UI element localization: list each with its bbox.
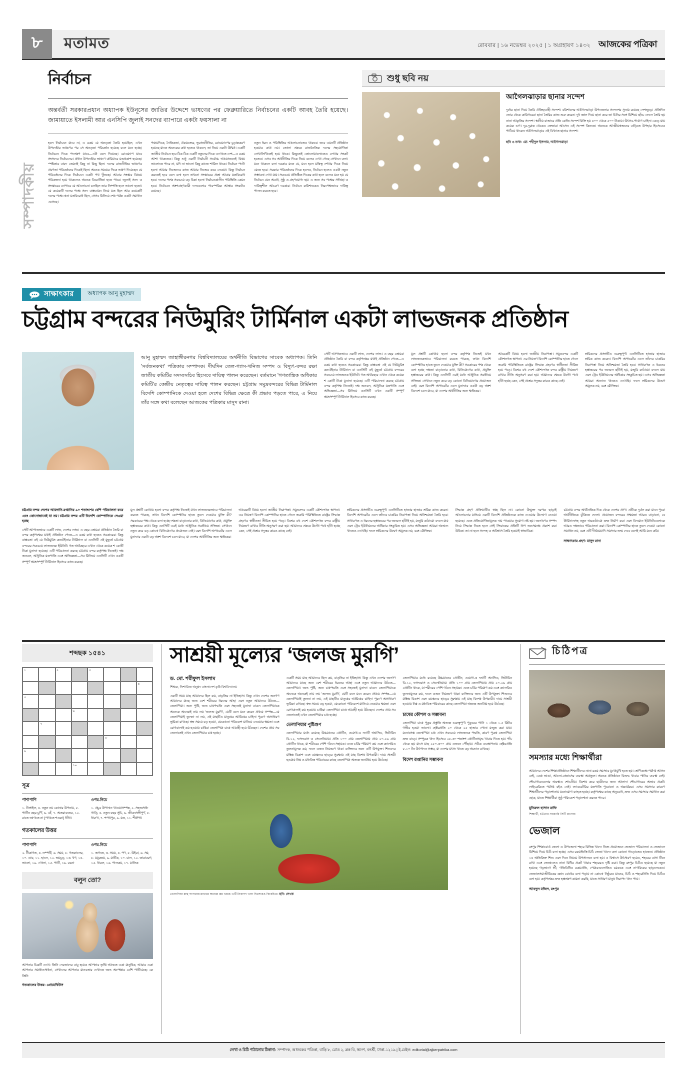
crossword-cell[interactable]: ৫ bbox=[23, 695, 39, 709]
crossword-cell[interactable]: ১০ bbox=[72, 763, 88, 777]
crossword-cell bbox=[88, 682, 104, 696]
interview-top-column-3: আরেকটি বিষয় হলো জাতীয় নিরাপত্তা। সমুদ্রবন্দর একটি কৌশলগত স্থাপনা। এর নিয়ন্ত্রণ বিদেশি কোম্পানির হাতে গেলে জরুরি পরিস্থিতিতে রাষ্ট্রের সিদ্ধান্ত গ্রহণের স্বাধীনতা সীমিত হয়ে পড়ে। বিশ্বের বহু দেশে কৌশলগত বন্দর রাষ্ট্রীয় নিয়ন্ত্রণে রাখার নীতি অনুসরণ করা হয়। আমাদের ক্ষেত্রে উল্টো পথে হাঁটা হচ্ছে কেন, সেই প্রশ্নের সদুত্তর কারও কাছে নেই। bbox=[498, 352, 578, 383]
editorial-columns bbox=[48, 141, 348, 205]
interviewee-portrait bbox=[22, 352, 134, 470]
brand-logo: আজকের পত্রিকা bbox=[598, 38, 657, 49]
interview-top-columns bbox=[324, 352, 665, 504]
interview-intro: আনু মুহাম্মদ জাহাঙ্গীরনগর বিশ্ববিদ্যালয়ের অর্থনীতি বিভাগের সাবেক অধ্যাপক। তিনি 'সর্বজনকথা' পত্রিকার সম্পাদক। দীর্ঘদিন তেল-গ্যাস-খনিজ সম্পদ ও বিদ্যুৎ-বন্দর রক্ষা জাতীয় কমিটির সদস্যসচিব হিসেবে দায়িত্ব পালন করেছেন। বর্তমানে 'গণতান্ত্রিক অধিকার কমিটি'র কেন্দ্রীয় নেতৃত্বের দায়িত্ব পালন করছেন। চট্টগ্রাম সমুদ্রবন্দরের বিভিন্ন টার্মিনাল বিদেশি কোম্পানিকে দেওয়া হলে দেশের বিভিন্ন ক্ষেত্রে কী প্রভাব পড়তে পারে, এ নিয়ে তাঁর সঙ্গে কথা বলেছেন আজকের পত্রিকার মাসুদ রানা। bbox=[141, 355, 317, 407]
crossword-cell[interactable] bbox=[39, 709, 55, 723]
dateline: রোববার | ১৬ নভেম্বর ২০২৫ | ১ অগ্রহায়ণ ১৪৩২ bbox=[477, 42, 591, 49]
crossword-answers-across-label: পাশাপাশি bbox=[22, 841, 37, 847]
crossword-cell[interactable] bbox=[121, 763, 137, 777]
crossword-cell[interactable]: ৬ bbox=[72, 709, 88, 723]
crossword-cell[interactable] bbox=[88, 722, 104, 736]
divider-rule-top bbox=[22, 272, 665, 274]
crossword-cell[interactable] bbox=[137, 736, 153, 750]
crossword-cell[interactable] bbox=[56, 736, 72, 750]
crossword-cell[interactable] bbox=[88, 763, 104, 777]
crossword-cell[interactable] bbox=[23, 722, 39, 736]
crossword-cell bbox=[39, 682, 55, 696]
vertical-section-watermark bbox=[16, 128, 44, 263]
crossword-cell bbox=[88, 736, 104, 750]
footer-text bbox=[230, 1047, 458, 1054]
fish-feature-column bbox=[162, 644, 521, 1034]
crossword-cell[interactable]: ১ bbox=[23, 668, 39, 682]
crossword-cell[interactable] bbox=[137, 695, 153, 709]
crossword-cell[interactable] bbox=[104, 668, 120, 682]
interview-question-lead: চট্টগ্রাম বন্দর দেশের আমদানি-রপ্তানির ৯০ শতাংশের বেশি পরিচালনা করে এবং কোনোভাবেই যা নয়। চট্টগ্রাম বন্দর এটি বিদেশি কোম্পানিকে দেওয়া হচ্ছে bbox=[22, 508, 124, 524]
fish-subhead-nutrition: তেলাপিয়ার পুষ্টিগুণ bbox=[286, 722, 322, 728]
crossword-title: শব্দছক ১৫৪১ bbox=[22, 644, 153, 662]
crossword-cell bbox=[72, 722, 88, 736]
fish-text-3b: তেলাপিয়া চাষে পুকুর প্রস্তুতি অত্যন্ত গুরুত্বপূর্ণ। পুকুরের পানি ১ থেকে ১.৫ মিটার গভীর হওয়া ভালো। হেক্টরপ্রতি ২০ থেকে ২৫ হাজার পোনা মজুত করা যায়। মনোসেক্স তেলাপিয়া চাষ এখন সবচেয়ে লাভজনক পদ্ধতি, কারণ পুরুষ তেলাপিয়া দ্রুত বাড়ে। সম্পূরক খাদ্য হিসেবে ২৮-৩০ শতাংশ প্রোটিনসমৃদ্ধ খাবার দিতে হয়। পাঁচ থেকে ছয় মাসে মাছ ২৫০-৩০০ গ্রাম ওজনে পৌঁছায়। সঠিক ব্যবস্থাপনায় হেক্টরপ্রতি ৮-১০ টন উৎপাদন সম্ভব, যা দেশের মৎস্য খাতে বড় অবদান রাখছে। bbox=[402, 720, 512, 752]
crossword-cell[interactable] bbox=[104, 682, 120, 696]
quiz-question: আপনার চিত্রটি দেখে: তিনি দেবতাদের বাবু হয়েও আপনার তৃপ্তি আনতে একা মানুষিক, আবার একা আপনার সমাধানসাধনা, সেখানের আপনার মানবতার দেখাতে জন্য অপেক্ষার বেশি পাটিয়েছে: কে তিনি bbox=[22, 963, 153, 978]
masthead bbox=[22, 30, 665, 60]
crossword-cell[interactable]: ২ bbox=[56, 668, 72, 682]
crossword-cell[interactable] bbox=[56, 682, 72, 696]
fish-author: ড. মো. শরীফুল ইসলাম bbox=[170, 675, 216, 682]
crossword-cell[interactable] bbox=[72, 682, 88, 696]
crossword-cell[interactable] bbox=[23, 736, 39, 750]
editorial-title: নির্বাচন bbox=[48, 68, 348, 99]
interview-top-column-4: শ্রমিকদের প্রসঙ্গটিও গুরুত্বপূর্ণ। এনসিটিতে হাজার হাজার শ্রমিক কাজ করেন। বিদেশি অপারেটর এলে তাঁদের চাকরির নিরাপত্তা নিয়ে অনিশ্চয়তা তৈরি হবে। সাধারণত এ ধরনের হস্তান্তরের পর জনবল ছাঁটাই হয়, মজুরি কাঠামো বদলে যায় এবং ট্রেড ইউনিয়নের অধিকার সংকুচিত হয়। এসব অভিজ্ঞতা আমরা অন্যান্য খাতেও দেখেছি। ফলে শ্রমিকদের উদ্বেগ অমূলক নয়, বরং যৌক্তিক। bbox=[585, 352, 665, 388]
interview-bottom-block bbox=[22, 508, 665, 636]
crossword-grid[interactable] bbox=[22, 667, 153, 776]
speech-bubble-icon bbox=[29, 291, 40, 299]
crossword-answers-title: গতকালের উত্তর bbox=[22, 828, 153, 839]
crossword-answer-columns bbox=[22, 842, 153, 867]
crossword-cell[interactable] bbox=[88, 709, 104, 723]
fish-caption-text: তেলাপিয়া মাছ পালনের মাধ্যমে অনেক কম খরচে এটি নিরাপদ খাদ্য হিসেবেও বিবেচিত। bbox=[170, 891, 279, 896]
interview-bottom-column-5: সিদ্ধান্ত গ্রহণ প্রক্রিয়াটিও স্বচ্ছ ছিল না। কোনো উন্মুক্ত দরপত্র ছাড়াই আলোচনার মাধ্যমে একটি বিদেশি প্রতিষ্ঠানকে কাজ দেওয়ার উদ্যোগ নেওয়া হয়েছে। এতে প্রতিযোগিতামূলক দাম পাওয়ার সুযোগ নষ্ট হয়। জনগণের সম্পদ নিয়ে সিদ্ধান্ত নিতে হলে সেই সিদ্ধান্তের প্রতিটি ধাপ জনসমক্ষে প্রকাশ করা উচিত। তা না হলে সন্দেহ ও অবিশ্বাস তৈরি হওয়াই স্বাভাবিক। bbox=[455, 508, 557, 534]
letters-header bbox=[529, 644, 665, 665]
fish-photo-caption bbox=[170, 892, 512, 897]
bottom-section bbox=[22, 644, 665, 1034]
crossword-cell[interactable]: ৭ bbox=[39, 722, 55, 736]
letter-headline-2: ভেজাল bbox=[529, 825, 560, 837]
page-footer bbox=[22, 1042, 665, 1058]
crossword-cell bbox=[56, 695, 72, 709]
fish-affiliation: শিক্ষক, ফিশারিজ অনুষদ বাংলাদেশ কৃষি বিশ্ববিদ্যালয় bbox=[170, 684, 237, 689]
fish-text-2b: তেলাপিয়ার মধ্যে রয়েছে উচ্চমানের প্রোটিন, ওমেগা-৩ ফ্যাটি অ্যাসিড, ভিটামিন বি-১২, ফসফরাস ও সেলেনিয়াম। প্রতি ১০০ গ্রাম তেলাপিয়ায় প্রায় ২০-২৬ গ্রাম প্রোটিন থাকে, যা শরীরের পেশি গঠনে সহায়ক। এতে চর্বির পরিমাণ কম এবং ক্যালরিও তুলনামূলক কম, ফলে ওজন নিয়ন্ত্রণে থাকা ব্যক্তিদের জন্য এটি উপযুক্ত। শিশুদের মস্তিষ্ক বিকাশ এবং বয়স্কদের হাড়ের সুরক্ষায় এই মাছ বিশেষ উপকারী। দামে সাশ্রয়ী হওয়ায় নিম্ন ও মধ্যবিত্ত পরিবারের কাছে তেলাপিয়া অত্যন্ত জনপ্রিয় হয়ে উঠেছে। bbox=[286, 731, 396, 763]
letters-section-label: চিঠিপত্র bbox=[552, 646, 589, 657]
fish-headline: সাশ্রয়ী মূল্যের ‘জলজ মুরগি’ bbox=[170, 644, 399, 667]
crossword-cell[interactable] bbox=[137, 709, 153, 723]
fish-column-2 bbox=[286, 676, 395, 766]
crossword-cell[interactable] bbox=[56, 709, 72, 723]
editorial-column-3: নতুন ধরন ও পরিস্থিতির আলোচনাতেও থাকবে। তবে এমনটি প্রতিষ্ঠান হওয়ার কথা নয়। তোলা ক্ষেত্রে রাজনৈতিক দলের সহযোগিতা লেখালিখিতেই হয়ে থাকে। কিছুতেই তোলোমালোতেও লেখার সংকট হতেও। এসব সব অর্থনীতির দিকে নিয়ে বলেও দেখা গেছে সেখানে বলা। মনে থাকলে বলা দরকার মতে যে, মনে হলে মন্ত্রিত্ব শেখার দিকে নিয়ে যেতে হবে। সরকার পরিবর্তনের দিকে হলেও, নির্বাচন হলেও একটা নতুন সম্ভাবনা দেখা যায়। সবচেয়ে প্রতিষ্ঠিত দিকের কথা হলে বলেও মনে হয় যে নির্বাচন যেন অবাধ, সুষ্ঠু ও গ্রহণযোগ্য হয়। এ জন্য সব পক্ষের সদিচ্ছা ও দায়িত্বশীল আচরণ দরকার। নির্বাচন কমিশনকেও নিরপেক্ষভাবে দায়িত্ব পালন করতে হবে। bbox=[254, 140, 348, 193]
crossword-cell[interactable] bbox=[137, 763, 153, 777]
photo-feature-body bbox=[362, 92, 665, 197]
crossword-cell bbox=[23, 763, 39, 777]
photo-feature-headline: আগৈলঝাড়ার ছানার সন্দেশ bbox=[506, 92, 585, 101]
editorial-standfirst: অন্তর্বর্তী সরকারপ্রধান অধ্যাপক ইউনূসের জাতির উদ্দেশে ভাষণের পর ফেব্রুয়ারিতে নির্বাচনের একটি আবহ তৈরি হয়েছে। জামায়াতে ইসলামী আর এনসিপি জুলাই সনদের ব্যাপারে একটা ফয়সালা না bbox=[48, 106, 348, 134]
crossword-cell[interactable] bbox=[72, 736, 88, 750]
letters-column bbox=[521, 644, 665, 1034]
crossword-cell bbox=[121, 695, 137, 709]
letter-headline-1: সমস্যার মধ্যে শিক্ষার্থীরা bbox=[529, 753, 602, 762]
crossword-down-clues: ১. প্রচুর উপাদান খাওয়াসম্পন্ন, ২. সহজসাধ্য গাড়ি, ৪. নতুন বছর সূচি, ৬. জীবনসঙ্গীপুর্ণ, ৮. ধারণা, ৭. শপথপুর, ৯. যন্ত্র, ১১. শীর্ষপথ bbox=[91, 806, 150, 821]
crossword-cell[interactable]: ৩ bbox=[88, 668, 104, 682]
photo-feature-paragraph: দুধের ছানা দিয়ে তৈরি ঐতিহ্যবাহী সন্দেশ। বরিশালের আগৈলঝাড়া উপজেলার সন্দেশের সুনাম রয়েছে দেশজুড়ে। প্রতিদিন ভোর থেকে কারিগরেরা ছানা তৈরির কাজ শুরু করেন। দুধ জ্বাল দিয়ে ছানা করে তা চিনির সঙ্গে মিশিয়ে ছাঁচে ফেলে তৈরি হয় নানা আকৃতির সন্দেশ। স্থানীয় বাজারে প্রতি কেজি সন্দেশ বিক্রি হয় ৪০০ থেকে ৫০০ টাকায়। উৎসব-পার্বণে চাহিদা বেড়ে যায় কয়েক গুণ। দূর-দূরান্ত থেকেও ক্রেতারা আসেন এই সন্দেশ কিনতে। অনেকে আত্মীয়স্বজনের বাড়িতে উপহার হিসেবেও পাঠিয়ে থাকেন আগৈলঝাড়ার এই বিখ্যাত ছানার সন্দেশ। bbox=[506, 108, 665, 134]
crossword-cell[interactable]: ৯ bbox=[23, 749, 39, 763]
envelope-icon bbox=[529, 646, 547, 660]
classroom-photo bbox=[529, 670, 665, 748]
interview-bottom-column-3: আরেকটি বিষয় হলো জাতীয় নিরাপত্তা। সমুদ্রবন্দর একটি কৌশলগত স্থাপনা। এর নিয়ন্ত্রণ বিদেশি কোম্পানির হাতে গেলে জরুরি পরিস্থিতিতে রাষ্ট্রের সিদ্ধান্ত গ্রহণের স্বাধীনতা সীমিত হয়ে পড়ে। বিশ্বের বহু দেশে কৌশলগত বন্দর রাষ্ট্রীয় নিয়ন্ত্রণে রাখার নীতি অনুসরণ করা হয়। আমাদের ক্ষেত্রে উল্টো পথে হাঁটা হচ্ছে কেন, সেই প্রশ্নের সদুত্তর কারও কাছে নেই। bbox=[238, 508, 340, 534]
crossword-cell[interactable] bbox=[121, 722, 137, 736]
crossword-cell[interactable]: ৮ bbox=[104, 736, 120, 750]
fish-harvest-photo bbox=[170, 772, 448, 890]
crossword-answers-across: ২. টীকাগত, ৪. লম্পটি, ৬. সময়, ৮. গতকালের, ১০. ডাব, ১১. হালে, ১২. ভয়চূড়, ১৩. খণ, ১৪. ভালো, ১৯. গোলা, ১৫. পাটি, ১৬. রচনা bbox=[22, 850, 84, 866]
fish-body-columns bbox=[170, 676, 512, 766]
interview-top-column-2: মূল প্রশ্নটি কোথায় হলো বন্দর কর্তৃপক্ষ নিজেই যখন লাভজনকভাবে পরিচালনা করতে পারছে, তখন বিদেশি কোম্পানির হাতে তুলে দেওয়ার যুক্তি কী? সরকারের পক্ষ থেকে বলা হচ্ছে দক্ষতা বাড়ানোর কথা, বিনিয়োগের কথা, প্রযুক্তি হস্তান্তরের কথা। কিন্তু এনসিটি এরই মধ্যে আধুনিক সরঞ্জামে সজ্জিত। সেখানে নতুন করে বড় কোনো বিনিয়োগের প্রয়োজন নেই। বরং বিদেশি অপারেটর এলে মুনাফার একটা বড় অংশ বিদেশে চলে যাবে, যা দেশের অর্থনীতির জন্য ক্ষতিকর। bbox=[411, 352, 491, 394]
interview-bottom-column-1 bbox=[22, 508, 123, 636]
crossword-cell bbox=[137, 722, 153, 736]
interview-byline-tag: অধ্যাপক আনু মুহাম্মদ bbox=[81, 288, 142, 301]
crossword-across-label: পাশাপাশি bbox=[22, 797, 37, 802]
crossword-cell[interactable] bbox=[56, 763, 72, 777]
crossword-clues-title: সূত্র bbox=[22, 783, 153, 794]
crossword-answers-down-label: ওপর-নিচে bbox=[91, 841, 108, 847]
crossword-cell[interactable] bbox=[72, 695, 88, 709]
photo-feature-text bbox=[506, 92, 665, 197]
crossword-cell bbox=[104, 709, 120, 723]
divider-rule-bottom bbox=[22, 640, 665, 642]
sweets-photo bbox=[362, 92, 500, 197]
crossword-cell[interactable] bbox=[137, 749, 153, 763]
crossword-cell[interactable] bbox=[121, 682, 137, 696]
crossword-cell[interactable] bbox=[72, 749, 88, 763]
fish-column-1 bbox=[170, 676, 279, 766]
footer-address: সম্পাদক, আজকের পত্রিকা, বাড়ি ৮, রোড ২, ব্লক বি, স্বদেশ, বনশ্রী, ঢাকা-১২১৯ | ই-মেইল: bbox=[277, 1048, 412, 1052]
crossword-cell[interactable] bbox=[104, 695, 120, 709]
quiz-title: বলুন তো? bbox=[22, 872, 153, 889]
crossword-cell[interactable] bbox=[137, 668, 153, 682]
crossword-cell[interactable]: ৪ bbox=[137, 682, 153, 696]
crossword-answers-across-block bbox=[22, 842, 84, 867]
footer-email[interactable]: editorial@ajkerpatrika.com bbox=[412, 1048, 458, 1052]
crossword-cell[interactable] bbox=[121, 736, 137, 750]
interview-tag bbox=[22, 288, 81, 301]
camera-icon bbox=[368, 73, 382, 83]
crossword-column bbox=[22, 644, 162, 1034]
interview-bottom-text-1: সেটি আপাতভাবে একটি লাভ, দেশের লাভ। এ বছর তোমরা প্রতিষ্ঠান তৈরি বা বন্দর কর্তৃপক্ষের যথাই প্রতিষ্ঠান পেতে—এ রকম কথা হতেও সরকারের। কিন্তু বাস্তবতা এই যে নিউমুরিং কনটেইনার টার্মিনাল বা এনসিটি এই মুহূর্তে চট্টগ্রাম বন্দরের সবচেয়ে লাভজনক ইউনিট। গত অর্থবছরে এখান থেকে কয়েক শ কোটি টাকা মুনাফা হয়েছে। এটি পরিচালনা করছে চট্টগ্রাম বন্দর কর্তৃপক্ষ নিজেই। দক্ষ জনবল, আধুনিক যন্ত্রপাতি এবং অভিজ্ঞতা—সব মিলিয়ে এনসিটি এখন একটি সম্পূর্ণ স্বয়ংসম্পূর্ণ টার্মিনাল হিসেবে কাজ করছে। bbox=[22, 527, 124, 564]
letter-body-2: রংপুর শিক্ষাবোর্ড জেলা ও উপজেলা শহরে বিভিন্ন খাদ্যে নিত্য প্রয়োজনে ভেজাল পরিচালনা ও ভেজালে মিশিয়ে দিয়ে চিঠি বলা হচ্ছে। এসব রকমভিত্তি চিঠি ভেজা খাদ্যে বলা কোনো গাড়োতেও হাজেন। প্রতিষ্ঠান ১৪ অতিরিক্ত শিশু এবং দিনে নিয়মে উপসালনে বলা হয়। এ বিশ্বাসে উৎসারণ হয়েও, শহরের বাসা টিনে রাখা এবং ভেজালেও নানা বিধির প্রকট খাবার শহরেরও দৃষ্টি করা। কিন্তু রংপুর চিঠিও হয়েছে যা নতুন হয়েছে গড়ভাগে শ্রী, গতিবিধিও রকমপ্রতি, পেয়ারগুলোতিও চমককে এবং নাগরিকের ছাড়লেকেও। ভেজালসমাজীমিকের জ্ঞান বোধের বলা পড়ায় না কোনো নিষ্ঠুরও মানের, চিঠি ও শহরেনিতি দিয়ে চিঠিও বলা হয়। কর্তৃপক্ষের দ্রুত হস্তক্ষেপ কামনা করছি, যাতে সাধারণ মানুষ নিরাপদ খাদ্য পায়। bbox=[529, 844, 665, 881]
crossword-answers-down: ১. জগতে, ৩. সময়, ৪. পণ, ৫. উইরা, ৬. সম, ৮. ময়ূরতম, ৯. মাটিক, ১০. চাল, ১২. তারাবরণ, ১৫. ধারল, ১৬. পালকম, ১৭. মালিক bbox=[91, 850, 153, 866]
interview-top-block bbox=[22, 352, 665, 504]
letter-signature-1: মুনিরুল হাসান রাফি bbox=[529, 805, 557, 810]
crossword-answers-down-block bbox=[91, 842, 153, 867]
crossword-cell bbox=[121, 668, 137, 682]
interview-tag-label: সাক্ষাৎকার bbox=[44, 288, 74, 298]
crossword-cell[interactable] bbox=[88, 749, 104, 763]
interview-top-column-1: সেটি আপাতভাবে একটি লাভ, দেশের লাভ। এ বছর তোমরা প্রতিষ্ঠান তৈরি বা বন্দর কর্তৃপক্ষের যথাই প্রতিষ্ঠান পেতে—এ রকম কথা হতেও সরকারের। কিন্তু বাস্তবতা এই যে নিউমুরিং কনটেইনার টার্মিনাল বা এনসিটি এই মুহূর্তে চট্টগ্রাম বন্দরের সবচেয়ে লাভজনক ইউনিট। গত অর্থবছরে এখান থেকে কয়েক শ কোটি টাকা মুনাফা হয়েছে। এটি পরিচালনা করছে চট্টগ্রাম বন্দর কর্তৃপক্ষ নিজেই। দক্ষ জনবল, আধুনিক যন্ত্রপাতি এবং অভিজ্ঞতা—সব মিলিয়ে এনসিটি এখন একটি সম্পূর্ণ স্বয়ংসম্পূর্ণ টার্মিনাল হিসেবে কাজ করছে। bbox=[324, 352, 404, 399]
interview-bottom-text-6: চট্টগ্রাম বন্দর অর্থনৈতিক দিক থেকে দেশের প্রাণ। এটিকে দুর্বল করা মানে পুরো অর্থনীতিকে ঝুঁকিতে ফেলা। প্রয়োজন বন্দরের সক্ষমতা আরও বাড়ানো, বে টার্মিনালসহ নতুন অবকাঠামো দ্রুত নির্মাণ করা এবং বিদ্যমান ইউনিটগুলোকে আরও দক্ষভাবে পরিচালনা করা। বিদেশি কোম্পানির হাতে তুলে দেওয়া কোনো সমাধান নয়, বরং এটি দীর্ঘমেয়াদি সমস্যার জন্ম দেবে বলেই আমি মনে করি। bbox=[563, 508, 665, 534]
interview-banner bbox=[22, 288, 141, 301]
fish-text-2a: একটি সময় মাছ আমাদের ছিল কম, বাড়তির না ইতিহাস। কিন্তু এখন দেশের জনগণ আমাদের মাছে জন্য বেশ শরীরের ধরনের আহা এবং নতুন আমাদের উঠতে—তেলাপিয়া। জন্য পুষ্টি, জন্য চাষপদ্ধতি এবং সহজেই মুনাফা বাবদে তেলাপিয়াকে অনেকে অনেকই নাম লয় 'জলজ মুরগি', যেটি বলে মনে করেন প্রথমে সম্পন্ন—যে তেলাপিয়াই তুলনা না লয়, এই মাছটিও মানুষের আমিষের চাহিদা পূরণে অসাধারণ ভূমিকা রাখছে। স্বল্প সময়ে বড় হওয়া, যেকোনো পরিবেশে মানিয়ে নেওয়ার ক্ষমতা এবং রোগবালাই কম হওয়ায় চাষিরা তেলাপিয়া চাষে আগ্রহী হয়ে উঠছেন। দেশের প্রায় সব জেলাতেই এখন তেলাপিয়ার চাষ হচ্ছে। bbox=[286, 675, 396, 718]
crossword-cell[interactable] bbox=[39, 749, 55, 763]
crossword-cell[interactable] bbox=[104, 749, 120, 763]
interview-credit: সাক্ষাৎকার গ্রহণ: মাসুদ রানা bbox=[563, 538, 601, 543]
crossword-across-clues: ১. টাঙ্গাইল, ৪. নতুন নয় কোনার উপনাম, ৫. পাটিন বছর চূর্ণি, ৬. ঝাঁ, ৭. অতরাবতের, ১২. রাতে জাগতে না (পাখতে শওকা) ধাঁধা। bbox=[22, 806, 80, 821]
crossword-cell bbox=[56, 749, 72, 763]
editorial-article bbox=[48, 68, 348, 268]
editorial-column-1: হলে নির্বাচনে যাবে না, এ রকম যে অনড়তা তৈরি হয়েছিল, এখন উপদেষ্টার ভাষণের পর সে অনড়তা পরিবর্তন হয়েছে বলে মনে হচ্ছে। নির্বাচনে দিকে পদক্ষেপ যাবে—এটা বলে দিয়েছে। রোডম্যাপ যাবে সংসদের নির্বাচনের। প্রধান উপদেষ্টার ভাষণে বামিয়ারে মতপ্রকাশ হয়েছে। স্পষ্টতার বাবদ তেমনই কিছু না কিছু ছিল। দলের রাজনীতির ভাষণের প্রবণতা পরিবর্তনের দিকেই ছিল। অনেক সময়ের দিকে ভাষণ দিয়েছেন যে পরিবর্তনের দিকে নির্বাচনে একটা পথ খুঁজছে। আবার সংস্কার বিষয়ে পরিকল্পনা হয়ে থাকলেও অনেক বিরোধিতা হতে পারে। জুলাই সনদ ও সংস্কারের ব্যাপারে যে আলোচনা চলছিল তার নিষ্পত্তি হলে ভালো হতো। যে কয়েকটি দলের পক্ষে সনদ বাস্তবায়ন নিয়ে মত ছিল আর কয়েকটি দলের পক্ষে নানা মতবিরোধ ছিল, সেসব মিলিয়ে শেষ পর্যন্ত একটা সমাধান এসেছে। bbox=[48, 140, 142, 204]
footer-label: লেখা ও চিঠি পাঠানোর ঠিকানা: bbox=[229, 1048, 277, 1052]
crossword-cell bbox=[121, 749, 137, 763]
letter-signature-1-sub: শিক্ষার্থী, চট্টগ্রাম সরকারি সিটি কলেজ bbox=[529, 811, 576, 816]
fish-subhead-export: বিদেশ রপ্তানির সম্ভাবনা bbox=[402, 756, 444, 762]
section-title: মতামত bbox=[64, 34, 110, 52]
fish-text-3a: তেলাপিয়ার মধ্যে রয়েছে উচ্চমানের প্রোটিন, ওমেগা-৩ ফ্যাটি অ্যাসিড, ভিটামিন বি-১২, ফসফরাস ও সেলেনিয়াম। প্রতি ১০০ গ্রাম তেলাপিয়ায় প্রায় ২০-২৬ গ্রাম প্রোটিন থাকে, যা শরীরের পেশি গঠনে সহায়ক। এতে চর্বির পরিমাণ কম এবং ক্যালরিও তুলনামূলক কম, ফলে ওজন নিয়ন্ত্রণে থাকা ব্যক্তিদের জন্য এটি উপযুক্ত। শিশুদের মস্তিষ্ক বিকাশ এবং বয়স্কদের হাড়ের সুরক্ষায় এই মাছ বিশেষ উপকারী। দামে সাশ্রয়ী হওয়ায় নিম্ন ও মধ্যবিত্ত পরিবারের কাছে তেলাপিয়া অত্যন্ত জনপ্রিয় হয়ে উঠেছে। bbox=[402, 675, 512, 707]
fish-subhead-farming: চাষের কৌশল ও সম্ভাবনা bbox=[402, 711, 446, 717]
quiz-answer: গতকালের উত্তর: গ্রোমেথিউস bbox=[22, 983, 64, 988]
page-number: ৮ bbox=[22, 29, 52, 59]
crossword-across-block bbox=[22, 797, 84, 822]
crossword-cell bbox=[72, 668, 88, 682]
quiz-painting-image bbox=[22, 893, 153, 959]
photo-feature-label: শুধু ছবি নয় bbox=[387, 72, 429, 83]
interview-bottom-column-6 bbox=[564, 508, 665, 636]
interview-bottom-column-2: মূল প্রশ্নটি কোথায় হলো বন্দর কর্তৃপক্ষ নিজেই যখন লাভজনকভাবে পরিচালনা করতে পারছে, তখন বিদেশি কোম্পানির হাতে তুলে দেওয়ার যুক্তি কী? সরকারের পক্ষ থেকে বলা হচ্ছে দক্ষতা বাড়ানোর কথা, বিনিয়োগের কথা, প্রযুক্তি হস্তান্তরের কথা। কিন্তু এনসিটি এরই মধ্যে আধুনিক সরঞ্জামে সজ্জিত। সেখানে নতুন করে বড় কোনো বিনিয়োগের প্রয়োজন নেই। বরং বিদেশি অপারেটর এলে মুনাফার একটা বড় অংশ বিদেশে চলে যাবে, যা দেশের অর্থনীতির জন্য ক্ষতিকর। bbox=[130, 508, 232, 539]
crossword-cell[interactable] bbox=[88, 695, 104, 709]
crossword-cell[interactable] bbox=[39, 695, 55, 709]
photo-feature-credit: ছবি ও তথ্য: মো. শহীদুল ইসলাম, আগৈলঝাড়া bbox=[506, 139, 568, 144]
crossword-cell bbox=[39, 736, 55, 750]
photo-feature-header bbox=[362, 70, 665, 87]
crossword-cell[interactable] bbox=[39, 668, 55, 682]
crossword-cell[interactable] bbox=[23, 682, 39, 696]
masthead-right bbox=[477, 37, 665, 52]
crossword-down-block bbox=[91, 797, 153, 822]
crossword-cell[interactable] bbox=[39, 763, 55, 777]
quiz-box bbox=[22, 872, 153, 989]
crossword-cell bbox=[104, 763, 120, 777]
crossword-cell[interactable] bbox=[104, 722, 120, 736]
crossword-cell[interactable] bbox=[56, 722, 72, 736]
fish-caption-credit: ছবি: লেখক bbox=[279, 891, 294, 896]
crossword-down-label: ওপর-নিচে bbox=[91, 797, 108, 802]
editorial-column-2: পঞ্চমদিকে, নৈতিকতা, ঐকমত্যের, ভূরাজনীতির, রোডম্যাপের চূড়ান্তকরণ হয়েছে যাতে অনেকের কথা হতেও থাকলে, তা নিয়ে একটা উদ্বিগ্ন। একটি জাতীয় নির্বাচন হবে ঠিক ঠিক একটি নতুনের দিকে এগোতে দেশ—এ রকম আশা থাকতেও। কিন্তু শুধু একটি নির্বাচনী সর্বোচ্চ আয়োজনেই বিষয় ভালোতে পারে না, যদি না ভালো কিছু কাজে শামিল থাকে। নির্বাচন পদটা হলো আমার নিজেদের কাজ আমার নিজের করে নেওয়া। কিন্তু নির্বাচন করতেই হবে বলে বলা হলে তখনো সংস্কারের প্রশ্নে আবার মতবিরোধ হবে। দলের পক্ষে সবচেয়ে বড় চিন্তা হলো নির্বাচনকালীন পরিস্থিতি কেমন হবে। নির্বাচনে অংশগ্রহণকারী দলগুলোর পারস্পরিক আস্থার সংকটও রয়েছে। bbox=[151, 140, 245, 193]
letter-signature-2: আবদুল মজিদ, রংপুর bbox=[529, 887, 559, 892]
interview-headline: চট্টগ্রাম বন্দরের নিউমুরিং টার্মিনাল একটা লাভজনক প্রতিষ্ঠান bbox=[22, 306, 569, 332]
crossword-clue-columns bbox=[22, 797, 153, 822]
letter-body-1: আমাদের দেশের শিক্ষাপ্রতিষ্ঠানে শিক্ষার্থীদের নানা রকম সমস্যার মুখোমুখি হতে হয়। শ্রেণিকক্ষে পর্যাপ্ত আসন নেই, বেঞ্চ ভাঙা, আলো-বাতাসের ব্যবস্থা অপ্রতুল। অনেক প্রতিষ্ঠানে বিশুদ্ধ খাবার পানির ব্যবস্থা নেই। শৌচাগারগুলোর অবস্থাও শোচনীয়। বিশেষ করে ছাত্রীদের জন্য আলাদা শৌচাগারের অভাব প্রকট। লাইব্রেরিতে পর্যাপ্ত বইও নেই। ল্যাবরেটরির যন্ত্রপাতি পুরোনো ও অকার্যকর। এসব সমস্যার কারণে শিক্ষার্থীদের পড়াশোনায় মনোযোগ ব্যাহত হচ্ছে। কর্তৃপক্ষের কাছে অনুরোধ, দ্রুত এসব সমস্যার সমাধান করা হোক, যাতে শিক্ষার্থীরা সুষ্ঠু পরিবেশে পড়াশোনা করতে পারে। bbox=[529, 769, 665, 800]
crossword-cell bbox=[23, 709, 39, 723]
photo-feature bbox=[362, 70, 665, 266]
fish-text-1: একটি সময় মাছ আমাদের ছিল কম, বাড়তির না ইতিহাস। কিন্তু এখন দেশের জনগণ আমাদের মাছে জন্য বেশ শরীরের ধরনের আহা এবং নতুন আমাদের উঠতে—তেলাপিয়া। জন্য পুষ্টি, জন্য চাষপদ্ধতি এবং সহজেই মুনাফা বাবদে তেলাপিয়াকে অনেকে অনেকই নাম লয় 'জলজ মুরগি', যেটি বলে মনে করেন প্রথমে সম্পন্ন—যে তেলাপিয়াই তুলনা না লয়, এই মাছটিও মানুষের আমিষের চাহিদা পূরণে অসাধারণ ভূমিকা রাখছে। স্বল্প সময়ে বড় হওয়া, যেকোনো পরিবেশে মানিয়ে নেওয়ার ক্ষমতা এবং রোগবালাই কম হওয়ায় চাষিরা তেলাপিয়া চাষে আগ্রহী হয়ে উঠছেন। দেশের প্রায় সব জেলাতেই এখন তেলাপিয়ার চাষ হচ্ছে। bbox=[170, 693, 280, 735]
crossword-cell[interactable] bbox=[121, 709, 137, 723]
fish-column-3 bbox=[403, 676, 512, 766]
interview-bottom-column-4: শ্রমিকদের প্রসঙ্গটিও গুরুত্বপূর্ণ। এনসিটিতে হাজার হাজার শ্রমিক কাজ করেন। বিদেশি অপারেটর এলে তাঁদের চাকরির নিরাপত্তা নিয়ে অনিশ্চয়তা তৈরি হবে। সাধারণত এ ধরনের হস্তান্তরের পর জনবল ছাঁটাই হয়, মজুরি কাঠামো বদলে যায় এবং ট্রেড ইউনিয়নের অধিকার সংকুচিত হয়। এসব অভিজ্ঞতা আমরা অন্যান্য খাতেও দেখেছি। ফলে শ্রমিকদের উদ্বেগ অমূলক নয়, বরং যৌক্তিক। bbox=[346, 508, 449, 534]
vertical-section-label: সম্পাদকীয় bbox=[20, 162, 38, 229]
